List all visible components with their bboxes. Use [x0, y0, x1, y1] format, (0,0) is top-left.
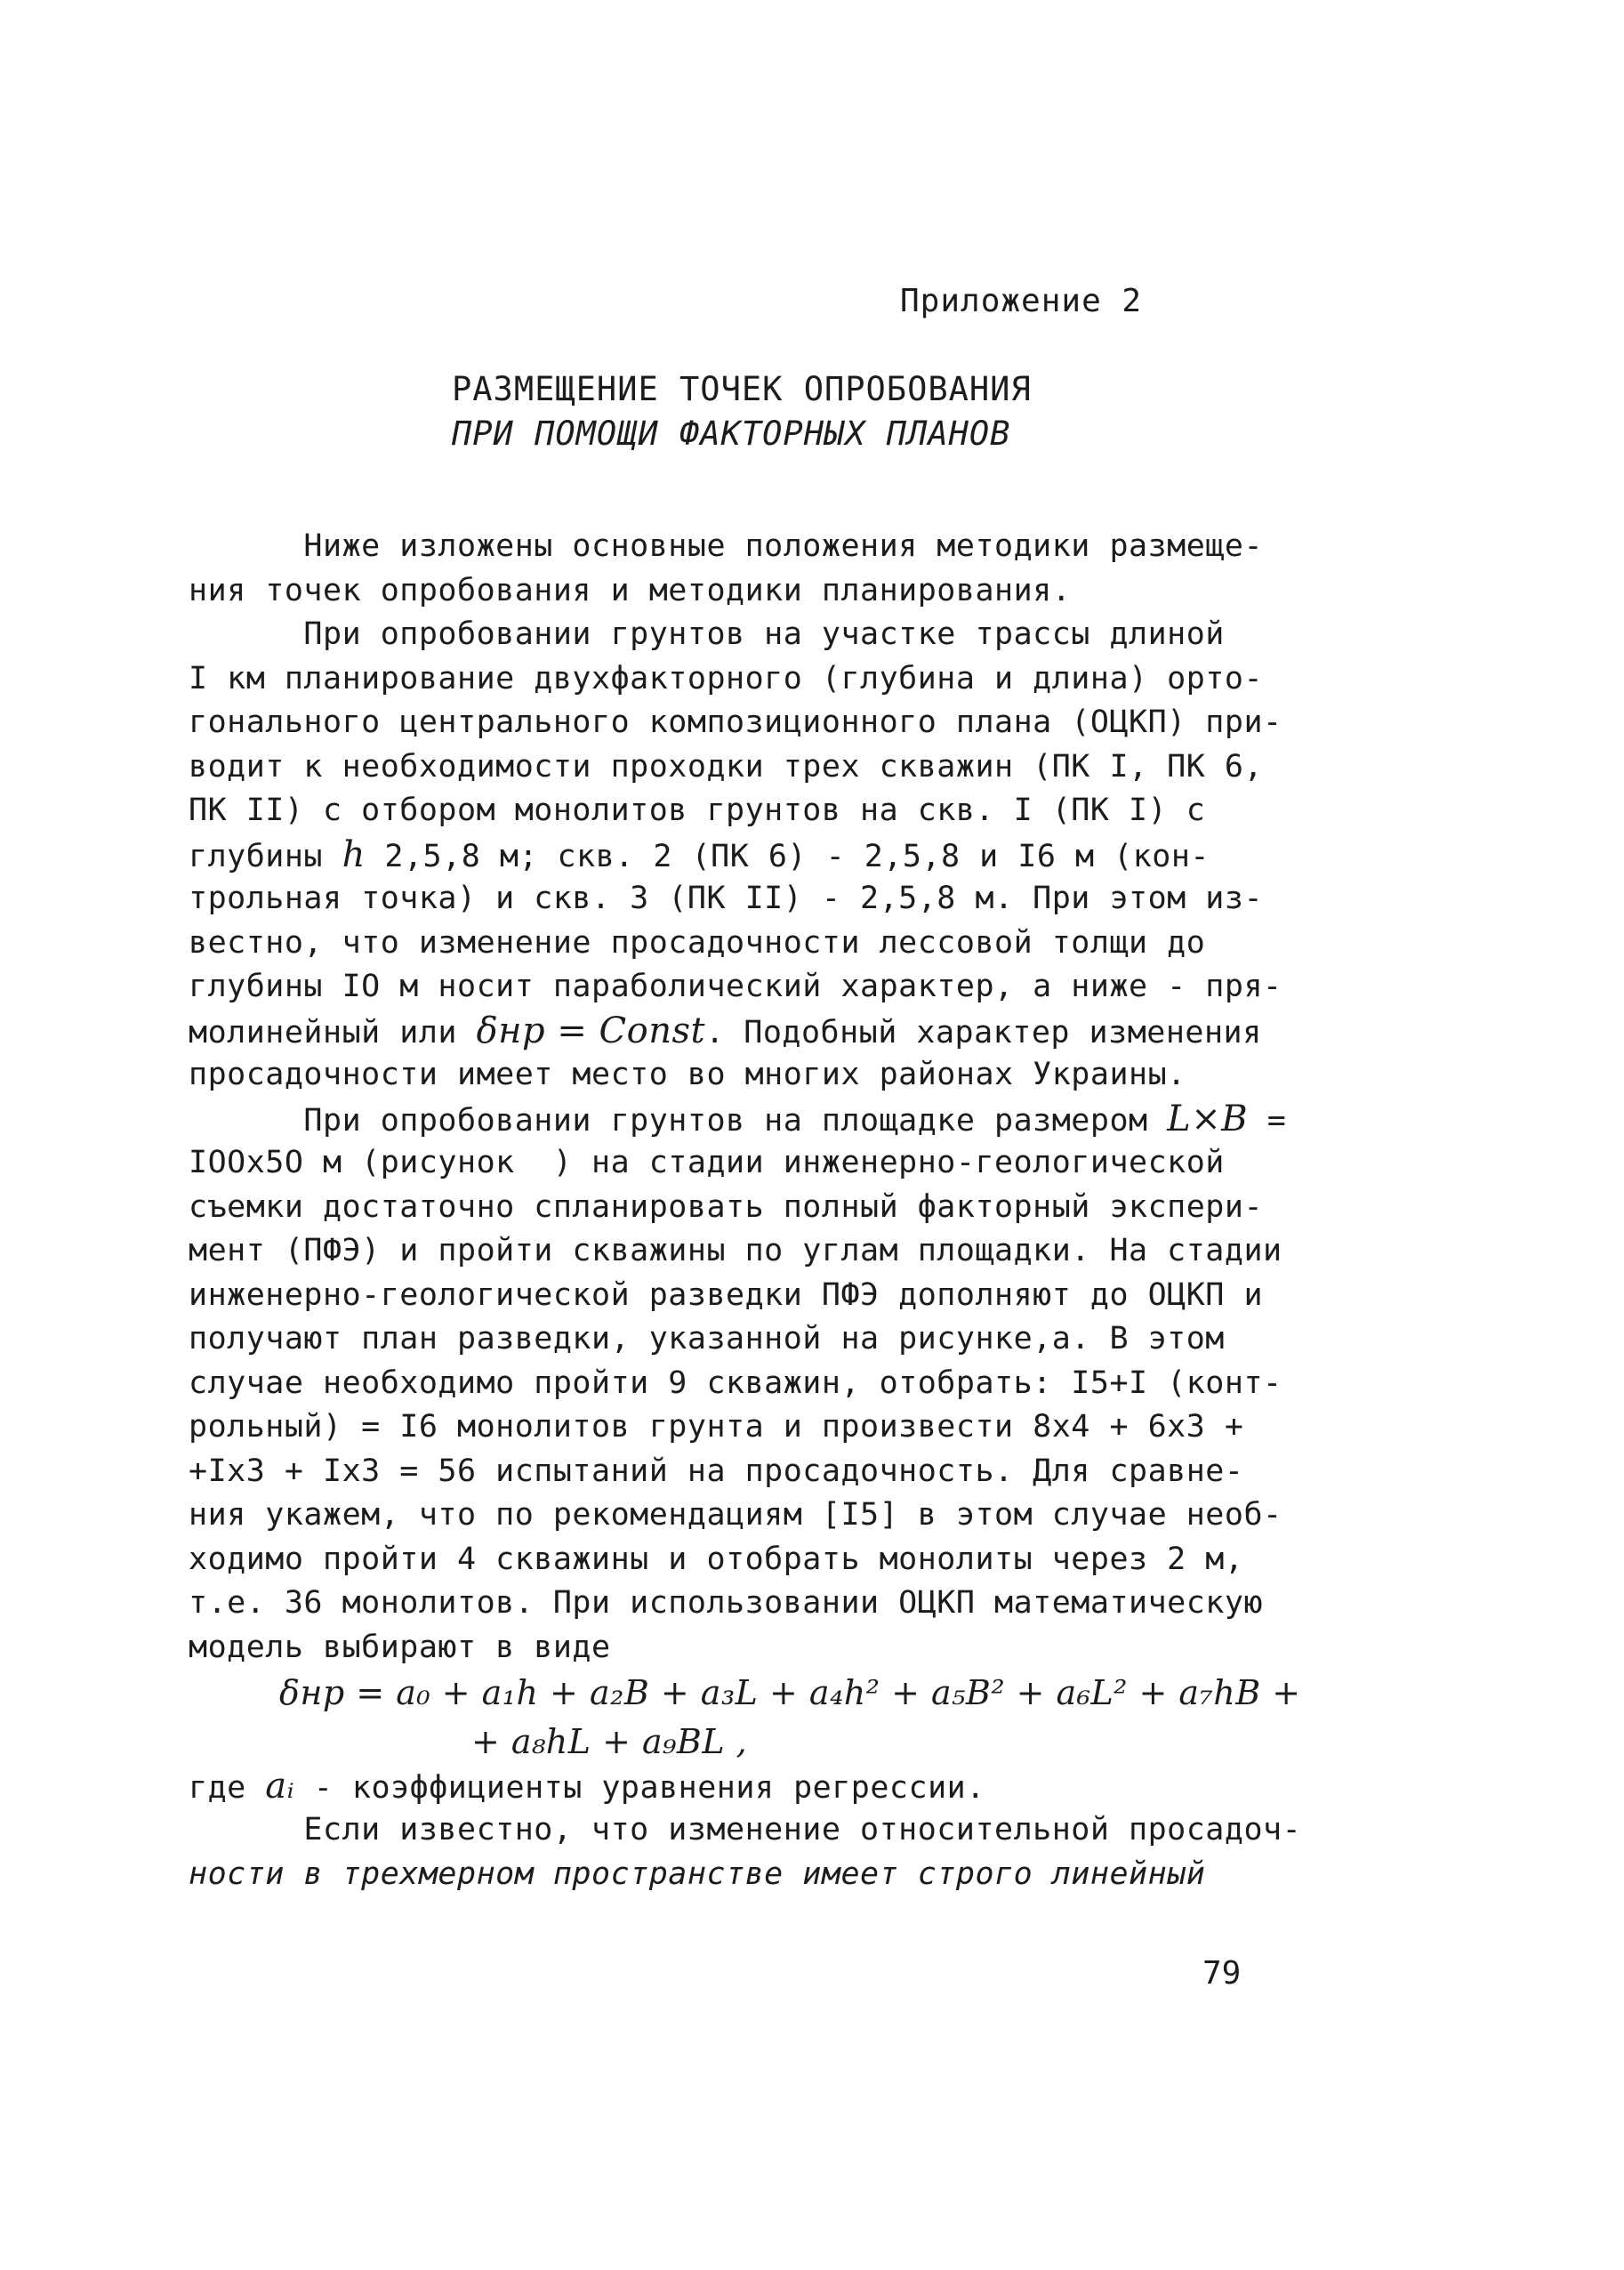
regression-formula-line-1: δнр = a₀ + a₁h + a₂B + a₃L + a₄h² + a₅B² + a₆L² + a₇hB +	[279, 1672, 1301, 1712]
text-line: рольный) = I6 монолитов грунта и произвести 8x4 + 6x3 +	[189, 1409, 1244, 1445]
inline-formula: δнр = Const	[476, 1010, 706, 1051]
depth-symbol: h	[342, 833, 366, 875]
text-fragment: . Подобный характер изменения	[705, 1014, 1262, 1050]
text-line	[189, 1098, 1287, 1142]
text-fragment: - коэффициенты уравнения регрессии.	[294, 1769, 985, 1806]
coefficient-symbol: aᵢ	[265, 1765, 295, 1807]
text-line	[189, 1765, 1282, 1809]
text-line: глубины IO м носит параболический характер, а ниже - пря-	[189, 969, 1282, 1004]
text-fragment: молинейный или	[189, 1014, 477, 1050]
text-line: I км планирование двухфакторного (глубина и длина) орто-	[189, 660, 1264, 696]
text-line: получают план разведки, указанной на рисунке,а. В этом	[189, 1321, 1225, 1356]
text-line: Если известно, что изменение относительной просадоч-	[189, 1812, 1302, 1847]
text-line: При опробовании грунтов на участке трассы длиной	[189, 616, 1225, 652]
title-line-1: РАЗМЕЩЕНИЕ ТОЧЕК ОПРОБОВАНИЯ	[452, 370, 1032, 408]
text-fragment: =	[1248, 1102, 1287, 1139]
text-line: трольная точка) и скв. 3 (ПК II) - 2,5,8 м. При этом из-	[189, 881, 1264, 916]
text-line: гонального центрального композиционного плана (ОЦКП) при-	[189, 704, 1282, 740]
text-line: ПК II) с отбором монолитов грунтов на скв. I (ПК I) с	[189, 793, 1206, 828]
regression-formula-line-2: + a₈hL + a₉BL ,	[471, 1721, 748, 1761]
text-fragment: При опробовании грунтов на площадке размером	[189, 1102, 1168, 1139]
text-line: мент (ПФЭ) и пройти скважины по углам площадки. На стадии	[189, 1233, 1282, 1268]
text-line	[189, 1010, 1282, 1054]
text-line: инженерно-геологической разведки ПФЭ дополняют до ОЦКП и	[189, 1276, 1264, 1313]
text-line: IOOx5O м (рисунок ) на стадии инженерно-геологической	[189, 1145, 1225, 1180]
inline-formula: L×B	[1167, 1098, 1249, 1139]
text-line: ния укажем, что по рекомендациям [I5] в этом случае необ-	[189, 1497, 1282, 1533]
text-line: случае необходимо пройти 9 скважин, отобрать: I5+I (конт-	[189, 1364, 1282, 1401]
text-line: вестно, что изменение просадочности лессовой толщи до	[189, 924, 1206, 961]
text-line: съемки достаточно спланировать полный факторный экспери-	[189, 1188, 1264, 1225]
text-line: ходимо пройти 4 скважины и отобрать монолиты через 2 м,	[189, 1541, 1244, 1577]
body-text	[189, 525, 1302, 1896]
text-fragment: глубины	[189, 838, 342, 874]
text-line: водит к необходимости проходки трех скважин (ПК I, ПК 6,	[189, 748, 1264, 785]
appendix-label: Приложение 2	[900, 283, 1143, 319]
page-number: 79	[1202, 1955, 1242, 1992]
text-line: Ниже изложены основные положения методики размеще-	[189, 528, 1264, 564]
title-line-2: ПРИ ПОМОЩИ ФАКТОРНЫХ ПЛАНОВ	[452, 415, 1011, 453]
text-line	[189, 833, 1282, 878]
text-line: ности в трехмерном пространстве имеет строго линейный	[189, 1855, 1206, 1892]
text-line: +Ix3 + Ix3 = 56 испытаний на просадочность. Для сравне-	[189, 1453, 1244, 1489]
text-fragment: где	[189, 1769, 266, 1806]
text-fragment: 2,5,8 м; скв. 2 (ПК 6) - 2,5,8 и I6 м (кон-	[365, 838, 1210, 874]
text-line: модель выбирают в виде	[189, 1629, 611, 1665]
text-line: ния точек опробования и методики планирования.	[189, 572, 1072, 608]
text-line: т.е. 36 монолитов. При использовании ОЦКП математическую	[189, 1585, 1264, 1621]
text-line: просадочности имеет место во многих районах Украины.	[189, 1057, 1186, 1092]
